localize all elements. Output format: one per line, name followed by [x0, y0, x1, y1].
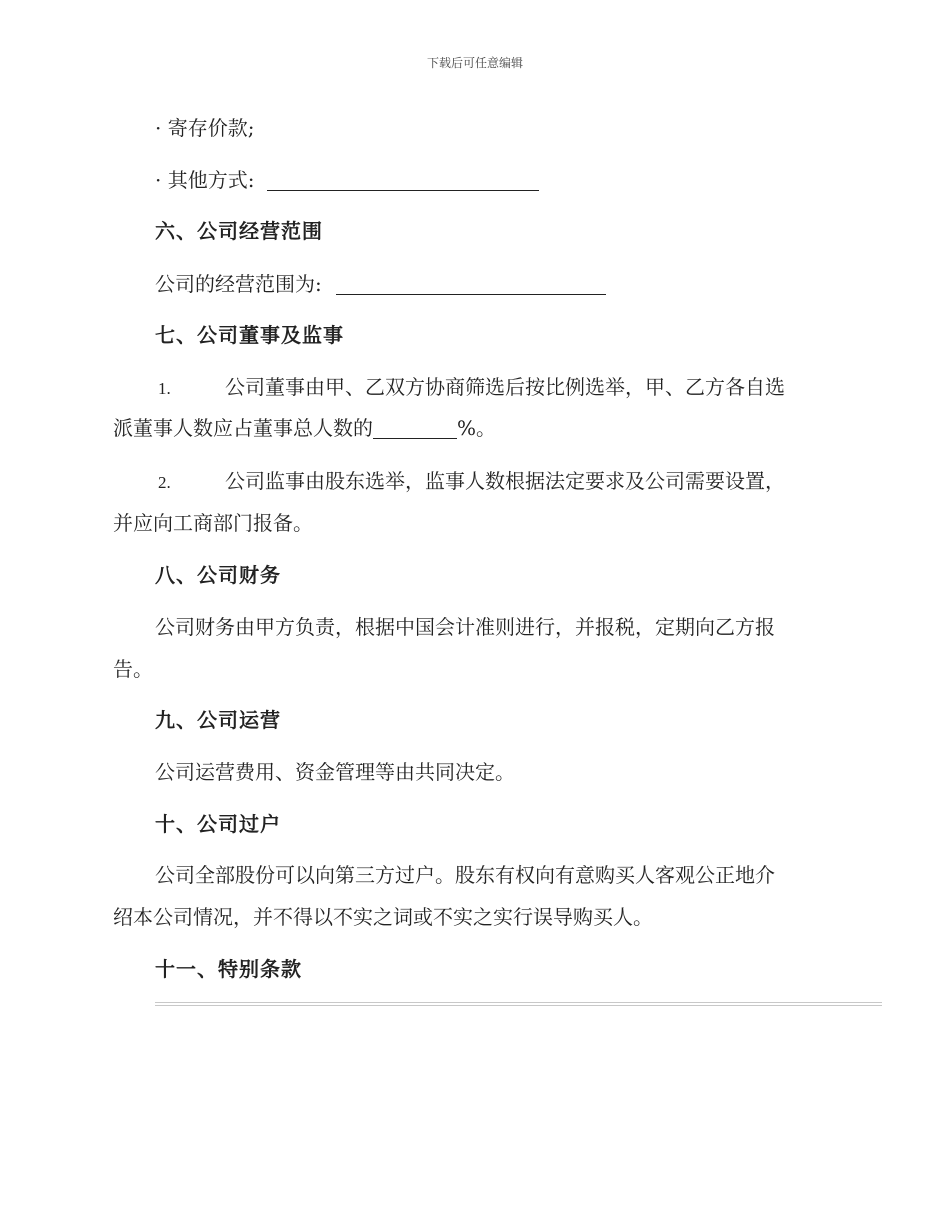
section-heading-10: 十、公司过户 [155, 812, 281, 836]
business-scope-label: 公司的经营范围为: [155, 272, 322, 296]
section-heading-9: 九、公司运营 [155, 708, 281, 732]
percent-sign: %。 [457, 416, 497, 440]
business-scope-blank[interactable] [336, 276, 606, 295]
other-method-blank[interactable] [267, 172, 539, 191]
transfer-continuation: 绍本公司情况，并不得以不实之词或不实之实行误导购买人。 [113, 905, 653, 929]
clause-7-2-continuation: 并应向工商部门报备。 [113, 511, 313, 535]
director-ratio-blank[interactable] [373, 420, 457, 439]
horizontal-divider [155, 1002, 882, 1006]
section-heading-6: 六、公司经营范围 [155, 219, 323, 243]
bullet-deposit: · 寄存价款; [155, 116, 255, 140]
transfer-text: 公司全部股份可以向第三方过户。股东有权向有意购买人客观公正地介 [155, 863, 775, 887]
clause-7-1-text: 公司董事由甲、乙双方协商筛选后按比例选举，甲、乙方各自选 [225, 375, 785, 399]
clause-7-2-text: 公司监事由股东选举，监事人数根据法定要求及公司需要设置， [225, 469, 785, 493]
section-heading-7: 七、公司董事及监事 [155, 323, 344, 347]
clause-7-1-continuation [113, 414, 496, 442]
clause-7-2-number: 2. [158, 473, 171, 492]
business-scope-line [155, 270, 606, 298]
section-heading-8: 八、公司财务 [155, 563, 281, 587]
clause-7-1-number: 1. [158, 379, 171, 398]
page-header: 下载后可任意编辑 [426, 56, 523, 70]
section-heading-11: 十一、特别条款 [155, 957, 302, 981]
finance-text: 公司财务由甲方负责，根据中国会计准则进行，并报税，定期向乙方报 [155, 615, 775, 639]
operation-text: 公司运营费用、资金管理等由共同决定。 [155, 760, 515, 784]
finance-continuation: 告。 [113, 657, 153, 681]
bullet-other-method [155, 166, 539, 194]
director-ratio-label: 派董事人数应占董事总人数的 [113, 416, 373, 440]
bullet-other-label: · 其他方式: [155, 168, 255, 192]
